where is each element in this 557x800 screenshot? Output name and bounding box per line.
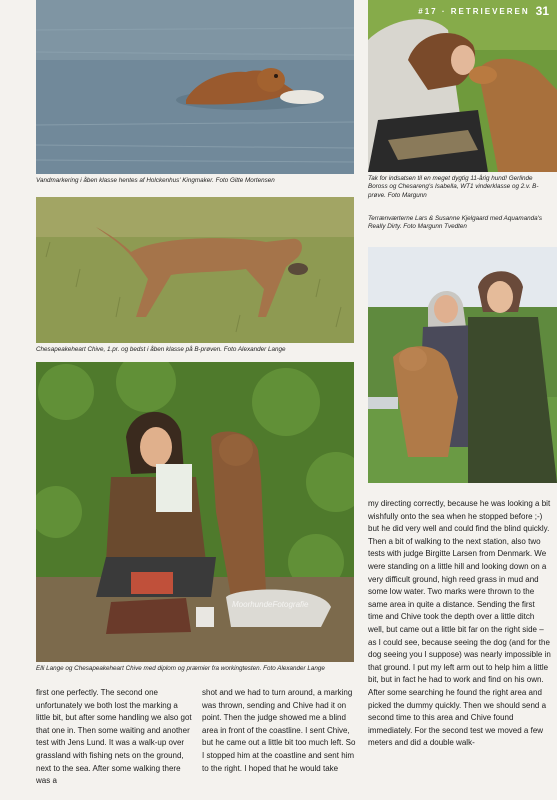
kiss-scene-illustration bbox=[368, 0, 557, 172]
article-text-bottom-left: first one perfectly. The second one unfortunately we both lost the marking a little bit, but after some handling we also got that one in. Then some waiting and another test with Jens Lund. It was a walk-up over grassland with fishing nets on the ground, next to the sea. After some walking there was a bbox=[36, 688, 192, 786]
article-column-right bbox=[368, 498, 551, 800]
article-text-bottom-middle: shot and we had to turn around, a marking was thrown, sending and Chive had it on point. Then the judge showed me a blind area in front of the coastline. I sent Chive, but he came out a little bit too much left. So I stopped him at the coastline and sent him to the right. I hoped that he would take bbox=[202, 688, 356, 773]
article-column-bottom-middle bbox=[202, 687, 356, 797]
caption-chive-field: Chesapeakeheart Chive, 1.pr. og bedst i åben klasse på B-prøven. Foto Alexander Lange bbox=[36, 346, 286, 353]
photo-terrain-hosts bbox=[368, 247, 557, 483]
photo-water-marking bbox=[36, 0, 354, 174]
diploma-scene-illustration bbox=[36, 362, 354, 662]
caption-terrain: Terrænværterne Lars & Susanne Kjelgaard med Aquamanda's Really Dirty. Foto Margunn Tvedten bbox=[368, 215, 542, 231]
field-scene-illustration bbox=[36, 197, 354, 343]
photo-kiss bbox=[368, 0, 557, 172]
photo-diploma bbox=[36, 362, 354, 662]
watermark-text: MoorhundeFotografie bbox=[232, 600, 309, 609]
article-column-bottom-left bbox=[36, 687, 192, 797]
article-text-right: my directing correctly, because he was looking a bit wishfully onto the sea when he stopped before ;-) but he did very well and could find the blind quickly. Then a bit of walking to the next station, also two tests with judge Birgitte Larsen from Denmark. We were standing on a little hill and looking down on a very difficult ground, high reed grass in mud and some low water. Two marks were thrown to the same area in quite a distance. Sending the first time and Chive took the depth over a little ditch well, but came out a little bit far on the right side – as I could see, because seeing the dog (and for the dog seeing you I suppose) was nearly impossible in that ground. I put my left arm out to help him a little bit, but in fact he had to work and find on his own. After some searching he found the right area and picked the dummy quickly. Then we should send a second time to this area and Chive found immediately. For the second test we moved a few meters and did a double walk- bbox=[368, 499, 551, 748]
water-scene-illustration bbox=[36, 0, 354, 174]
photo-chive-field bbox=[36, 197, 354, 343]
hosts-scene-illustration bbox=[368, 247, 557, 483]
page-header bbox=[368, 0, 557, 22]
magazine-name: #17 · RETRIEVEREN bbox=[418, 6, 530, 16]
page-number: 31 bbox=[535, 4, 549, 18]
caption-kiss: Tak for indsatsen til en meget dygtig 11-årig hund! Gerlinde Boross og Chesareng's Isabella, WT1 vinderklasse og 2.v. B-prøve. Foto Margunn bbox=[368, 175, 539, 199]
caption-water-marking: Vandmarkering i åben klasse hentes af Holckenhus' Kingmaker. Foto Gitte Mortensen bbox=[36, 177, 275, 184]
caption-diploma: Elli Lange og Chesapeakeheart Chive med diplom og præmier fra workingtesten. Foto Alexander Lange bbox=[36, 665, 325, 672]
